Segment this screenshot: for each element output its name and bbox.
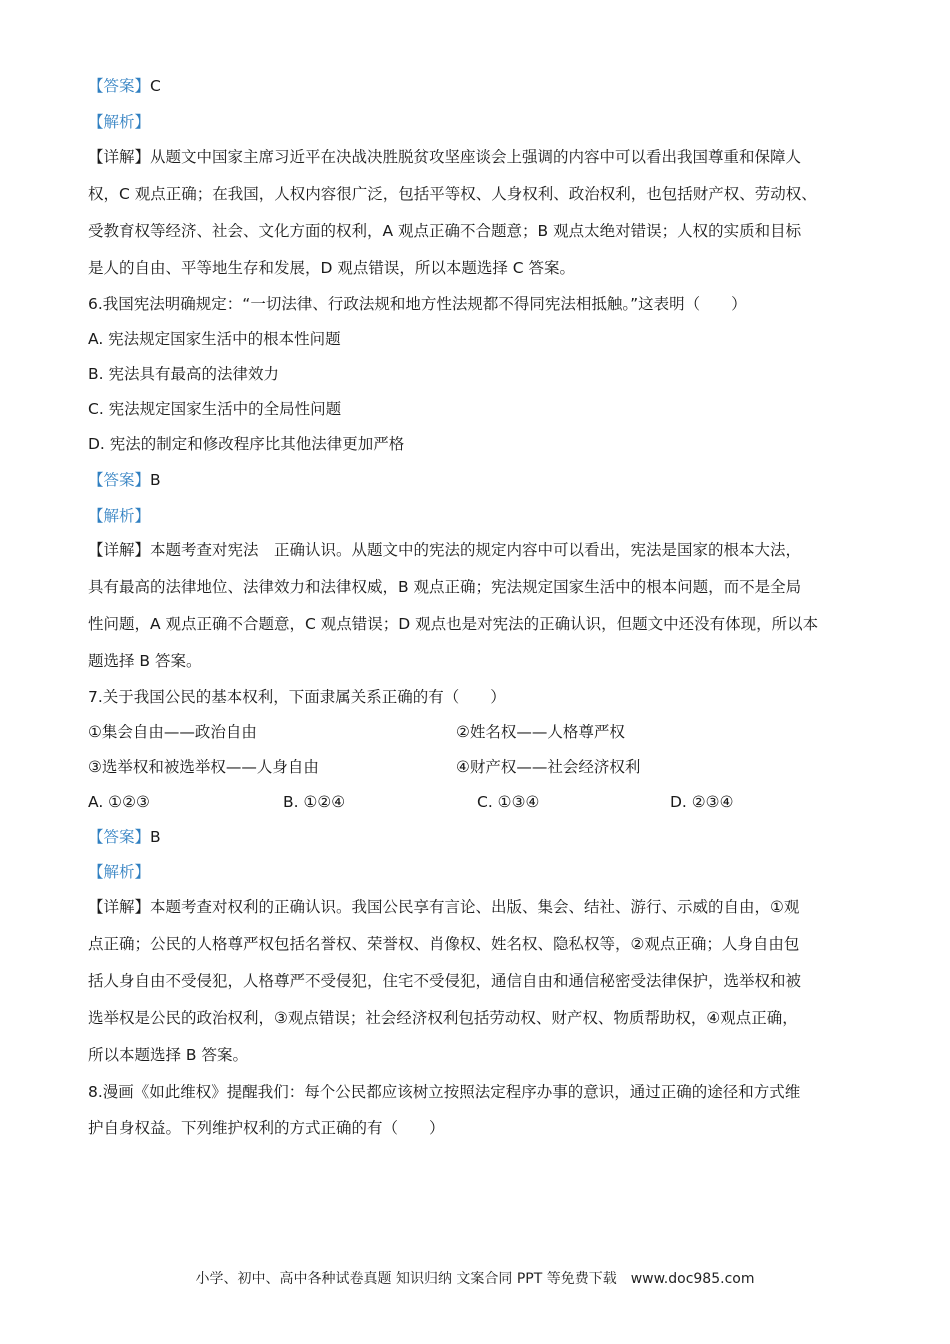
q6-analysis-tag: 【解析】 (88, 507, 151, 525)
q6-option-d: D. 宪法的制定和修改程序比其他法律更加严格 (88, 435, 405, 453)
answer-value: B (150, 828, 161, 846)
page-footer: 小学、初中、高中各种试卷真题 知识归纳 文案合同 PPT 等免费下载 www.doc985.com (195, 1271, 755, 1287)
answer-tag: 【答案】 (88, 471, 151, 489)
q6-option-a: A. 宪法规定国家生活中的根本性问题 (88, 330, 341, 348)
q6-detail-line-2: 具有最高的法律地位、法律效力和法律权威，B 观点正确；宪法规定国家生活中的根本问题，而不是全局 (88, 578, 802, 596)
q8-stem-line-2: 护自身权益。下列维护权利的方式正确的有（ ） (88, 1119, 445, 1137)
detail-text: 本题考查对宪法 正确认识。从题文中的宪法的规定内容中可以看出，宪法是国家的根本大法， (150, 541, 802, 559)
q7-item-2: ②姓名权——人格尊严权 (456, 723, 625, 741)
q6-detail-line-3: 性问题，A 观点正确不合题意，C 观点错误；D 观点也是对宪法的正确认识，但题文中还没有体现，所以本 (88, 615, 819, 633)
q7-detail-line-4: 选举权是公民的政治权利，③观点错误；社会经济权利包括劳动权、财产权、物质帮助权，④观点正确， (88, 1009, 798, 1027)
q7-item-4: ④财产权——社会经济权利 (456, 758, 641, 776)
q6-stem: 6.我国宪法明确规定：“一切法律、行政法规和地方性法规都不得同宪法相抵触。”这表明（ ） (88, 295, 747, 313)
detail-tag: 【详解】 (88, 898, 151, 916)
answer-value: C (150, 77, 161, 95)
q5-detail-line-4: 是人的自由、平等地生存和发展，D 观点错误，所以本题选择 C 答案。 (88, 259, 576, 277)
q5-detail-line-1 (88, 147, 801, 167)
detail-text: 从题文中国家主席习近平在决战决胜脱贫攻坚座谈会上强调的内容中可以看出我国尊重和保障人 (150, 148, 802, 166)
q8-stem-line-1: 8.漫画《如此维权》提醒我们：每个公民都应该树立按照法定程序办事的意识，通过正确的途径和方式维 (88, 1083, 801, 1101)
detail-tag: 【详解】 (88, 541, 151, 559)
q7-choice-c: C. ①③④ (477, 793, 540, 811)
detail-tag: 【详解】 (88, 148, 151, 166)
q7-analysis-tag: 【解析】 (88, 863, 151, 881)
q5-answer (88, 76, 161, 96)
q7-stem: 7.关于我国公民的基本权利，下面隶属关系正确的有（ ） (88, 688, 506, 706)
q7-choice-d: D. ②③④ (670, 793, 734, 811)
q5-analysis-tag: 【解析】 (88, 113, 151, 131)
q7-item-1: ①集会自由——政治自由 (88, 723, 257, 741)
q7-detail-line-2: 点正确；公民的人格尊严权包括名誉权、荣誉权、肖像权、姓名权、隐私权等，②观点正确；人身自由包 (88, 935, 800, 953)
q7-detail-line-3: 括人身自由不受侵犯，人格尊严不受侵犯，住宅不受侵犯，通信自由和通信秘密受法律保护，选举权和被 (88, 972, 802, 990)
q6-detail-line-4: 题选择 B 答案。 (88, 652, 202, 670)
q7-answer (88, 827, 161, 847)
q5-detail-line-3: 受教育权等经济、社会、文化方面的权利，A 观点正确不合题意；B 观点太绝对错误；人权的实质和目标 (88, 222, 802, 240)
q7-detail-line-5: 所以本题选择 B 答案。 (88, 1046, 248, 1064)
detail-text: 本题考查对权利的正确认识。我国公民享有言论、出版、集会、结社、游行、示威的自由，①观 (150, 898, 800, 916)
q6-answer (88, 470, 161, 490)
answer-tag: 【答案】 (88, 77, 151, 95)
answer-tag: 【答案】 (88, 828, 151, 846)
q7-choice-b: B. ①②④ (283, 793, 346, 811)
answer-value: B (150, 471, 161, 489)
q6-detail-line-1 (88, 540, 801, 560)
q7-item-3: ③选举权和被选举权——人身自由 (88, 758, 319, 776)
q6-option-c: C. 宪法规定国家生活中的全局性问题 (88, 400, 342, 418)
q6-option-b: B. 宪法具有最高的法律效力 (88, 365, 279, 383)
q7-choice-a: A. ①②③ (88, 793, 150, 811)
q5-detail-line-2: 权，C 观点正确；在我国，人权内容很广泛，包括平等权、人身权利、政治权利，也包括财产权、劳动权、 (88, 185, 817, 203)
q7-detail-line-1 (88, 897, 799, 917)
